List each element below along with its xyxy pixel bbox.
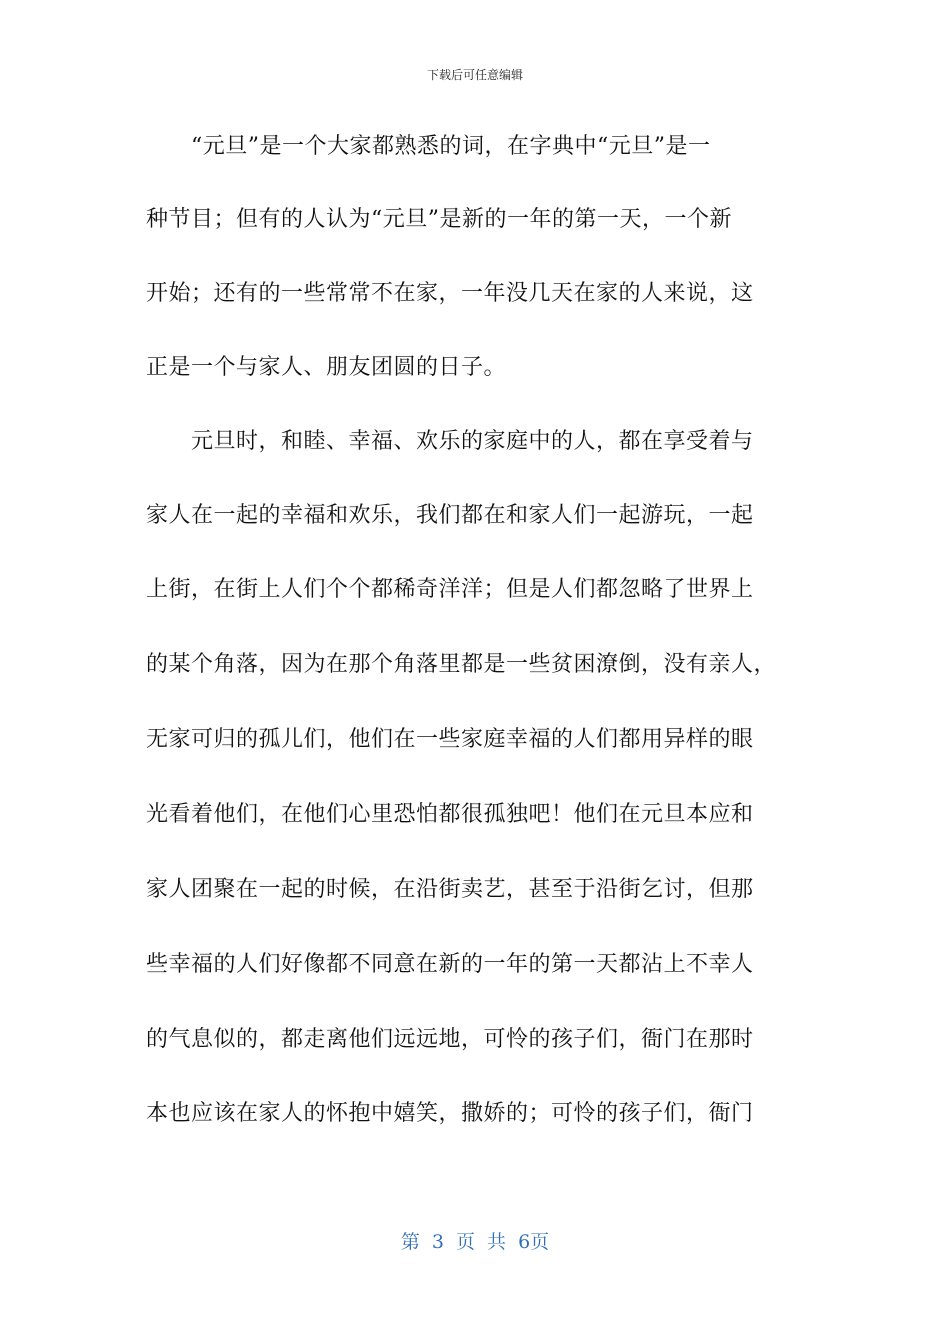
text-line: 元旦时，和睦、幸福、欢乐的家庭中的人，都在享受着与 [146,429,754,454]
text-line: 的气息似的，都走离他们远远地，可怜的孩子们，衙门在那时 [146,1027,754,1052]
page-number: 第 3 页 共 6页 [400,1231,550,1253]
text-line: 光看着他们，在他们心里恐怕都很孤独吧！他们在元旦本应和 [146,802,754,827]
text-line: 本也应该在家人的怀抱中嬉笑，撒娇的；可怜的孩子们，衙门 [146,1101,754,1126]
text-line: 家人团聚在一起的时候，在沿街卖艺，甚至于沿街乞讨，但那 [146,877,754,902]
text-line: 上街，在街上人们个个都稀奇洋洋；但是人们都忽略了世界上 [146,577,754,602]
text-line: 种节目；但有的人认为“元旦”是新的一年的第一天，一个新 [146,207,732,232]
text-line: 的某个角落，因为在那个角落里都是一些贫困潦倒，没有亲人， [146,652,777,677]
text-line: 些幸福的人们好像都不同意在新的一年的第一天都沾上不幸人 [146,952,754,977]
page-header: 下载后可任意编辑 [426,68,523,82]
text-line: 正是一个与家人、朋友团圆的日子。 [146,355,507,380]
text-line: 开始；还有的一些常常不在家，一年没几天在家的人来说，这 [146,281,754,306]
text-line: 无家可归的孤儿们，他们在一些家庭幸福的人们都用异样的眼 [146,727,754,752]
text-line: 家人在一起的幸福和欢乐，我们都在和家人们一起游玩，一起 [146,503,754,528]
text-line: “元旦”是一个大家都熟悉的词，在字典中“元旦”是一 [146,134,711,159]
